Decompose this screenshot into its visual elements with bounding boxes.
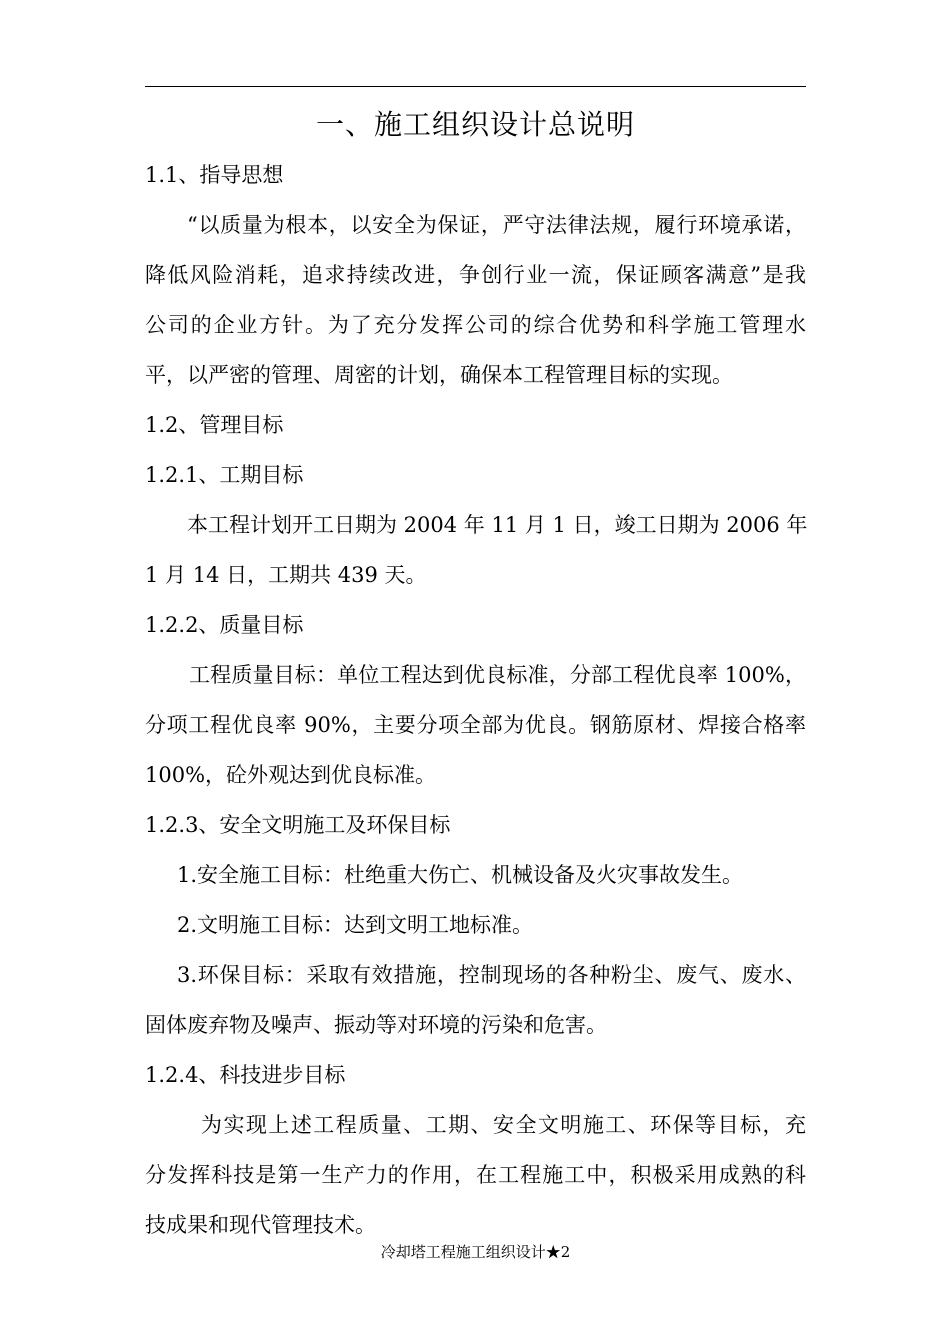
paragraph-line: 工程质量目标：单位工程达到优良标准，分部工程优良率 100%， xyxy=(189,663,806,687)
paragraph-line: 平，以严密的管理、周密的计划，确保本工程管理目标的实现。 xyxy=(145,363,733,387)
section-heading-1-2-4: 1.2.4、科技进步目标 xyxy=(145,1063,346,1087)
list-item: 3.环保目标：采取有效措施，控制现场的各种粉尘、废气、废水、 xyxy=(177,963,806,987)
list-item: 1.安全施工目标：杜绝重大伤亡、机械设备及火灾事故发生。 xyxy=(177,863,744,887)
paragraph-line: 为实现上述工程质量、工期、安全文明施工、环保等目标，充 xyxy=(201,1113,806,1137)
paragraph-line: 分项工程优良率 90%，主要分项全部为优良。钢筋原材、焊接合格率 xyxy=(145,713,806,737)
section-heading-1-2-3: 1.2.3、安全文明施工及环保目标 xyxy=(145,813,451,837)
page-footer: 冷却塔工程施工组织设计★2 xyxy=(380,1243,571,1261)
section-heading-1-2-1: 1.2.1、工期目标 xyxy=(145,463,304,487)
paragraph-line: 100%，砼外观达到优良标准。 xyxy=(145,763,437,787)
paragraph-line: 技成果和现代管理技术。 xyxy=(145,1213,376,1237)
section-heading-1-2-2: 1.2.2、质量目标 xyxy=(145,613,304,637)
section-heading-1-2: 1.2、管理目标 xyxy=(145,413,284,437)
header-rule xyxy=(145,86,806,87)
paragraph-line: 本工程计划开工日期为 2004 年 11 月 1 日，竣工日期为 2006 年 xyxy=(187,513,808,537)
paragraph-line: 1 月 14 日，工期共 439 天。 xyxy=(145,563,427,587)
list-item: 2.文明施工目标：达到文明工地标准。 xyxy=(177,913,534,937)
paragraph-line: 公司的企业方针。为了充分发挥公司的综合优势和科学施工管理水 xyxy=(145,313,806,337)
paragraph-line: 降低风险消耗，追求持续改进，争创行业一流，保证顾客满意”是我 xyxy=(145,263,806,287)
paragraph-line: 分发挥科技是第一生产力的作用，在工程施工中，积极采用成熟的科 xyxy=(145,1163,806,1187)
paragraph-line: 固体废弃物及噪声、振动等对环境的污染和危害。 xyxy=(145,1013,607,1037)
section-heading-1-1: 1.1、指导思想 xyxy=(145,163,284,187)
page-title: 一、施工组织设计总说明 xyxy=(315,108,635,141)
document-body xyxy=(145,150,806,1250)
paragraph-line: “以质量为根本，以安全为保证，严守法律法规，履行环境承诺， xyxy=(187,213,806,237)
